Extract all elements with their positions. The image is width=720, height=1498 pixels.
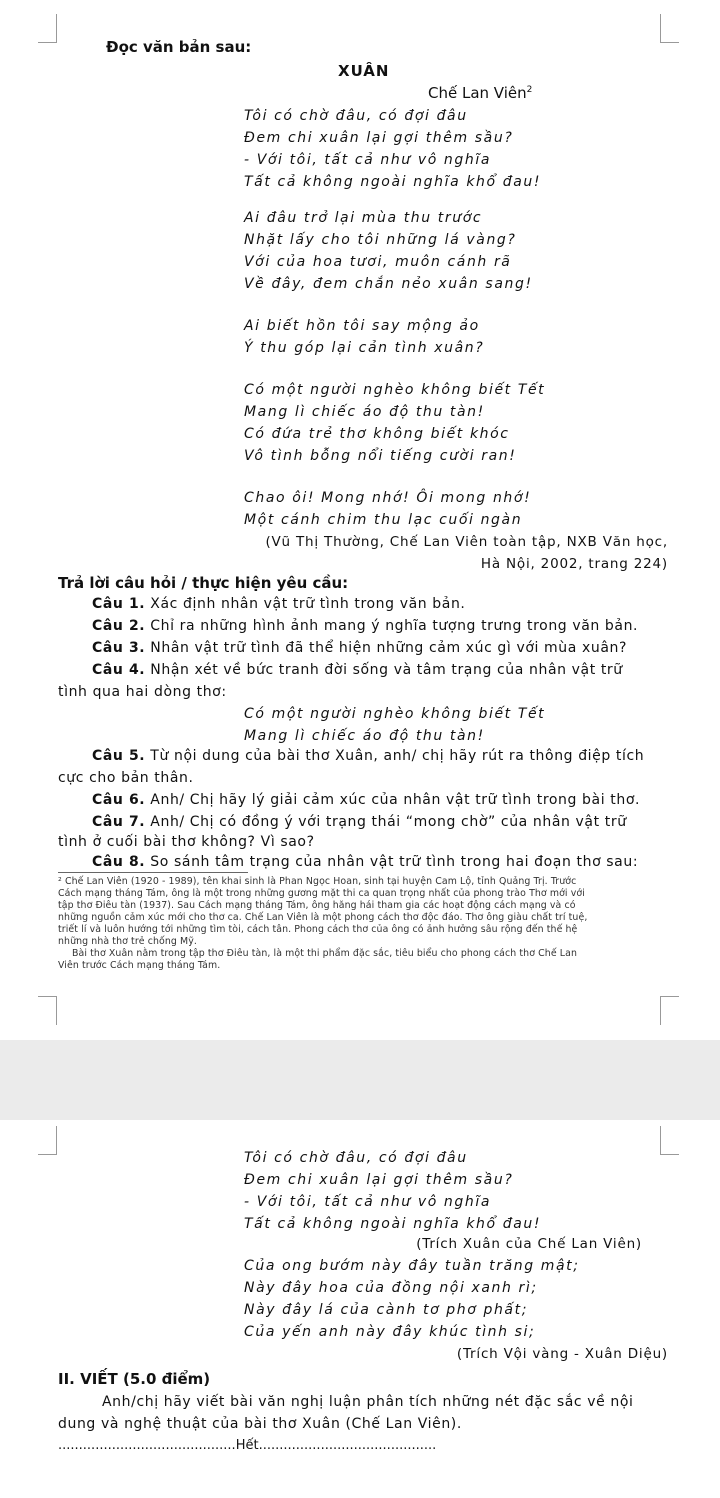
excerpt-2-line: Này đây lá của cành tơ phơ phất; [244,1302,529,1318]
excerpt-2-source: (Trích Vội vàng - Xuân Diệu) [456,1346,668,1362]
question-4-cont: tình qua hai dòng thơ: [58,684,227,700]
question-2: Câu 2. Chỉ ra những hình ảnh mang ý nghĩa tượng trưng trong văn bản. [92,618,639,634]
read-instruction: Đọc văn bản sau: [106,38,252,56]
poem-line: - Với tôi, tất cả như vô nghĩa [244,152,492,168]
poem-line: Ai đâu trở lại mùa thu trước [244,210,483,226]
poem-line: Tôi có chờ đâu, có đợi đâu [244,108,468,124]
excerpt-2-line: Của ong bướm này đây tuần trăng mật; [244,1258,580,1274]
section-heading-writing: II. VIẾT (5.0 điểm) [58,1370,211,1388]
excerpt-2-line: Này đây hoa của đồng nội xanh rì; [244,1280,538,1296]
essay-prompt-line-1: Anh/chị hãy viết bài văn nghị luận phân tích những nét đặc sắc về nội [102,1394,634,1410]
question-4: Câu 4. Nhận xét về bức tranh đời sống và tâm trạng của nhân vật trữ [92,662,623,678]
question-4-quote-line: Mang lì chiếc áo độ thu tàn! [244,728,485,744]
crop-mark-bottom-left [38,996,57,1025]
footnote-line: những nguồn cảm xúc mới cho thơ ca. Chế Lan Viên là một phong cách thơ độc đáo. Thơ ông giàu chất trí tuệ, [58,912,588,923]
poem-title: XUÂN [338,62,390,80]
crop-mark-bottom-right [660,996,679,1025]
excerpt-1-line: Tôi có chờ đâu, có đợi đâu [244,1150,468,1166]
question-4-quote-line: Có một người nghèo không biết Tết [244,706,546,722]
question-8: Câu 8. So sánh tâm trạng của nhân vật trữ tình trong hai đoạn thơ sau: [92,854,639,870]
poem-line: Vô tình bỗng nổi tiếng cười ran! [244,448,517,464]
poem-line: Nhặt lấy cho tôi những lá vàng? [244,232,517,248]
poem-line: Đem chi xuân lại gợi thêm sầu? [244,130,514,146]
poem-line: Tất cả không ngoài nghĩa khổ đau! [244,174,542,190]
task-heading: Trả lời câu hỏi / thực hiện yêu cầu: [58,574,349,592]
poem-line: Mang lì chiếc áo độ thu tàn! [244,404,485,420]
question-5: Câu 5. Từ nội dung của bài thơ Xuân, anh/ chị hãy rút ra thông điệp tích [92,748,645,764]
excerpt-1-source: (Trích Xuân của Chế Lan Viên) [416,1236,642,1252]
poem-line: Có một người nghèo không biết Tết [244,382,546,398]
end-marker: ...........................................Hết........................................... [58,1438,437,1453]
poem-author: Chế Lan Viên$^2$ [428,84,533,102]
footnote-line: triết lí và luôn hướng tới những tìm tòi, cách tân. Phong cách thơ của ông có ảnh hưởng sâu rộng đến thế hệ [58,924,578,935]
poem-line: Một cánh chim thu lạc cuối ngàn [244,512,523,528]
footnote-line: tập thơ Điêu tàn (1937). Sau Cách mạng tháng Tám, ông hăng hái tham gia các hoạt động cách mạng và có [58,900,576,911]
poem-line: Với của hoa tươi, muôn cánh rã [244,254,512,270]
question-7-cont: tình ở cuối bài thơ không? Vì sao? [58,834,315,850]
footnote-line: Viên trước Cách mạng tháng Tám. [58,960,221,971]
essay-prompt-line-2: dung và nghệ thuật của bài thơ Xuân (Chế Lan Viên). [58,1416,462,1432]
crop-mark-top-left [38,1126,57,1155]
poem-line: Chao ôi! Mong nhớ! Ôi mong nhớ! [244,490,532,506]
question-7: Câu 7. Anh/ Chị có đồng ý với trạng thái “mong chờ” của nhân vật trữ [92,814,627,830]
footnote-line: ² Chế Lan Viên (1920 - 1989), tên khai sinh là Phan Ngọc Hoan, sinh tại huyện Cam Lộ, tỉnh Quảng Trị. Trước [58,876,577,887]
crop-mark-top-right [660,14,679,43]
question-5-cont: cực cho bản thân. [58,770,194,786]
page-2 [0,1120,720,1498]
source-citation-line-1: (Vũ Thị Thường, Chế Lan Viên toàn tập, NXB Văn học, [265,534,668,550]
source-citation-line-2: Hà Nội, 2002, trang 224) [480,556,668,572]
footnote-line: Bài thơ Xuân nằm trong tập thơ Điêu tàn, là một thi phẩm đặc sắc, tiêu biểu cho phong cách thơ Chế Lan [72,948,577,959]
page-gap [0,1040,720,1120]
crop-mark-top-right [660,1126,679,1155]
question-1: Câu 1. Xác định nhân vật trữ tình trong văn bản. [92,596,466,612]
footnote-line: Cách mạng tháng Tám, ông là một trong những gương mặt thi ca quan trọng nhất của phong trào Thơ mới với [58,888,585,899]
excerpt-1-line: Tất cả không ngoài nghĩa khổ đau! [244,1216,542,1232]
footnote-mark: 2 [526,85,533,95]
question-6: Câu 6. Anh/ Chị hãy lý giải cảm xúc của nhân vật trữ tình trong bài thơ. [92,792,641,808]
excerpt-1-line: Đem chi xuân lại gợi thêm sầu? [244,1172,514,1188]
excerpt-1-line: - Với tôi, tất cả như vô nghĩa [244,1194,492,1210]
excerpt-2-line: Của yến anh này đây khúc tình si; [244,1324,536,1340]
poem-line: Ý thu góp lại cản tình xuân? [244,340,485,356]
poem-line: Ai biết hồn tôi say mộng ảo [244,318,480,334]
poem-line: Có đứa trẻ thơ không biết khóc [244,426,510,442]
poem-line: Về đây, đem chắn nẻo xuân sang! [244,276,533,292]
footnote-separator [58,872,248,873]
crop-mark-top-left [38,14,57,43]
footnote-line: những nhà thơ trẻ chống Mỹ. [58,936,197,947]
question-3: Câu 3. Nhân vật trữ tình đã thể hiện những cảm xúc gì với mùa xuân? [92,640,628,656]
